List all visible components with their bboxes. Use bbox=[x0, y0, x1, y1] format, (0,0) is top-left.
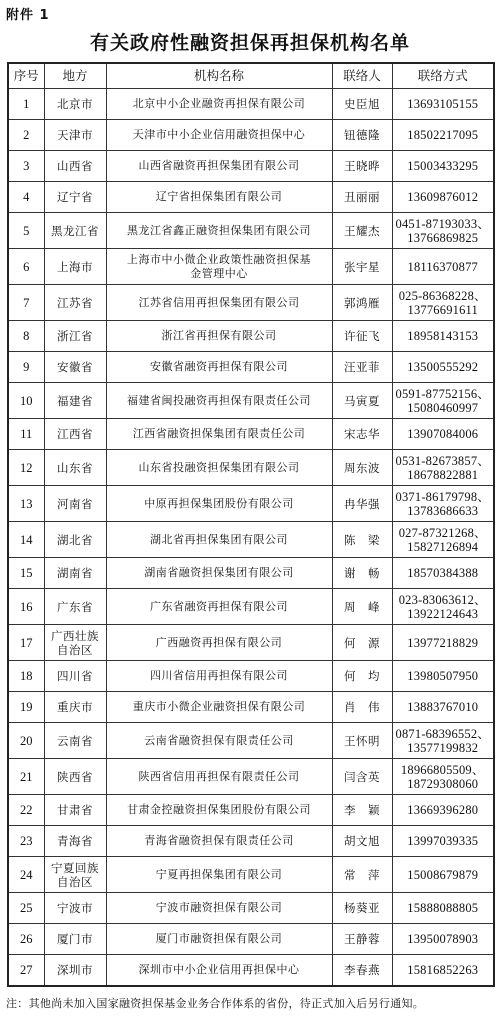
row-region bbox=[44, 249, 106, 285]
row-phone-line: 13783686633 bbox=[407, 503, 479, 518]
row-institution bbox=[106, 450, 332, 486]
row-institution-line: 甘肃金控融资担保集团股份有限公司 bbox=[127, 803, 311, 816]
row-contact: 李春燕 bbox=[332, 955, 392, 987]
row-institution-line: 重庆市小微企业融资担保有限公司 bbox=[132, 700, 306, 713]
row-region-line: 四川省 bbox=[57, 669, 93, 683]
row-phone-line: 18678822881 bbox=[407, 467, 479, 482]
row-institution bbox=[106, 120, 332, 151]
row-region-line: 辽宁省 bbox=[57, 190, 93, 204]
table-row bbox=[8, 857, 494, 893]
row-institution bbox=[106, 826, 332, 857]
row-contact: 周 峰 bbox=[332, 589, 392, 625]
row-region bbox=[44, 522, 106, 558]
row-region bbox=[44, 450, 106, 486]
header-contact: 联络人 bbox=[332, 63, 392, 89]
institution-table bbox=[7, 62, 495, 987]
row-phone-line: 13776691611 bbox=[407, 302, 478, 317]
row-institution bbox=[106, 723, 332, 759]
row-institution-line: 上海市中小微企业政策性融资担保基 bbox=[127, 252, 311, 266]
footnote: 注：其他尚未加入国家融资担保基金业务合作体系的省份，待正式加入后另行通知。 bbox=[6, 997, 425, 1010]
row-number: 24 bbox=[8, 857, 44, 893]
row-phone-line: 0591-87752156、 bbox=[395, 386, 490, 401]
table-row bbox=[8, 589, 494, 625]
table-row bbox=[8, 625, 494, 661]
row-number: 22 bbox=[8, 795, 44, 826]
row-institution bbox=[106, 893, 332, 924]
row-number: 25 bbox=[8, 893, 44, 924]
table-row bbox=[8, 352, 494, 383]
row-number: 18 bbox=[8, 661, 44, 692]
row-number: 6 bbox=[8, 249, 44, 285]
table-body bbox=[8, 89, 494, 987]
row-phone bbox=[392, 285, 494, 321]
table-row bbox=[8, 89, 494, 120]
row-phone bbox=[392, 723, 494, 759]
header-region: 地方 bbox=[44, 63, 106, 89]
row-phone-line: 13907084006 bbox=[407, 427, 479, 441]
row-region bbox=[44, 759, 106, 795]
row-number: 26 bbox=[8, 924, 44, 955]
row-phone-line: 15816852263 bbox=[407, 963, 479, 977]
row-phone bbox=[392, 383, 494, 419]
row-institution bbox=[106, 89, 332, 120]
row-phone bbox=[392, 795, 494, 826]
row-institution-line: 黑龙江省鑫正融资担保集团有限公司 bbox=[127, 223, 311, 237]
row-region bbox=[44, 89, 106, 120]
row-region bbox=[44, 924, 106, 955]
row-contact: 谢 畅 bbox=[332, 558, 392, 589]
row-institution-line: 陕西省信用再担保有限责任公司 bbox=[138, 769, 300, 783]
row-number: 23 bbox=[8, 826, 44, 857]
row-phone bbox=[392, 213, 494, 249]
row-phone bbox=[392, 759, 494, 795]
row-institution-line: 山东省投融资担保集团有限公司 bbox=[138, 460, 300, 474]
row-region-line: 厦门市 bbox=[57, 932, 93, 946]
row-region-line: 自治区 bbox=[57, 642, 93, 657]
row-contact: 杨葵亚 bbox=[332, 893, 392, 924]
table-row bbox=[8, 759, 494, 795]
table-row bbox=[8, 383, 494, 419]
row-phone-line: 13980507950 bbox=[407, 669, 479, 683]
document-title: 有关政府性融资担保再担保机构名单 bbox=[89, 32, 410, 54]
row-contact: 何 均 bbox=[332, 661, 392, 692]
row-phone bbox=[392, 486, 494, 522]
row-institution bbox=[106, 759, 332, 795]
row-region-line: 浙江省 bbox=[57, 329, 93, 343]
row-contact: 肖 伟 bbox=[332, 692, 392, 723]
row-number: 4 bbox=[8, 182, 44, 213]
row-institution-line: 广东省融资再担保有限公司 bbox=[150, 599, 288, 613]
row-contact: 周东波 bbox=[332, 450, 392, 486]
row-contact: 常 萍 bbox=[332, 857, 392, 893]
row-phone-line: 13669396280 bbox=[407, 803, 479, 817]
row-phone-line: 0451-87193033、 bbox=[395, 216, 490, 231]
row-institution bbox=[106, 352, 332, 383]
row-number: 11 bbox=[8, 419, 44, 450]
row-phone-line: 0871-68396552、 bbox=[395, 726, 490, 741]
row-region-line: 广西壮族 bbox=[51, 628, 99, 643]
row-institution-line: 江苏省信用再担保集团有限公司 bbox=[138, 295, 300, 309]
table-row bbox=[8, 661, 494, 692]
row-institution-line: 天津市中小企业信用融资担保中心 bbox=[132, 128, 306, 141]
row-phone-line: 18729308060 bbox=[407, 776, 479, 791]
row-institution bbox=[106, 661, 332, 692]
row-institution-line: 青海省融资担保有限责任公司 bbox=[144, 834, 294, 847]
row-phone bbox=[392, 352, 494, 383]
row-contact: 宋志华 bbox=[332, 419, 392, 450]
row-phone-line: 18116370877 bbox=[407, 259, 478, 274]
table-row bbox=[8, 321, 494, 352]
row-number: 21 bbox=[8, 759, 44, 795]
row-institution bbox=[106, 625, 332, 661]
row-contact: 李 颖 bbox=[332, 795, 392, 826]
row-region bbox=[44, 383, 106, 419]
row-region bbox=[44, 857, 106, 893]
row-phone-line: 13977218829 bbox=[407, 635, 479, 650]
header-no: 序号 bbox=[8, 63, 44, 89]
row-phone-line: 18966805509、 bbox=[400, 762, 485, 777]
row-institution bbox=[106, 589, 332, 625]
row-institution-line: 辽宁省担保集团有限公司 bbox=[155, 190, 283, 203]
row-phone bbox=[392, 625, 494, 661]
row-number: 7 bbox=[8, 285, 44, 321]
row-region-line: 重庆市 bbox=[57, 700, 93, 714]
row-phone bbox=[392, 924, 494, 955]
row-institution bbox=[106, 151, 332, 182]
row-institution bbox=[106, 522, 332, 558]
row-phone-line: 0531-82673857、 bbox=[395, 453, 490, 468]
row-institution bbox=[106, 285, 332, 321]
row-phone bbox=[392, 558, 494, 589]
table-row bbox=[8, 120, 494, 151]
row-phone bbox=[392, 151, 494, 182]
row-phone bbox=[392, 89, 494, 120]
row-institution bbox=[106, 955, 332, 987]
row-region-line: 黑龙江省 bbox=[51, 223, 99, 238]
row-institution-line: 湖北省再担保集团有限公司 bbox=[150, 532, 288, 546]
table-row bbox=[8, 249, 494, 285]
row-region-line: 江苏省 bbox=[57, 295, 93, 310]
row-institution bbox=[106, 321, 332, 352]
row-institution-line: 湖南省融资担保集团有限公司 bbox=[144, 566, 294, 579]
row-contact: 许征飞 bbox=[332, 321, 392, 352]
row-region bbox=[44, 826, 106, 857]
row-number: 19 bbox=[8, 692, 44, 723]
table-row bbox=[8, 182, 494, 213]
row-region bbox=[44, 352, 106, 383]
row-phone bbox=[392, 692, 494, 723]
row-contact: 冉华强 bbox=[332, 486, 392, 522]
row-institution bbox=[106, 182, 332, 213]
row-region bbox=[44, 661, 106, 692]
row-contact: 闫含英 bbox=[332, 759, 392, 795]
row-phone bbox=[392, 120, 494, 151]
row-region-line: 山西省 bbox=[57, 159, 93, 173]
row-institution-line: 山西省融资再担保集团有限公司 bbox=[138, 159, 300, 172]
row-phone-line: 13766869825 bbox=[407, 230, 479, 245]
row-region-line: 上海市 bbox=[57, 259, 93, 274]
row-region bbox=[44, 893, 106, 924]
row-phone-line: 025-86368228、 bbox=[398, 288, 487, 303]
row-phone-line: 18502217095 bbox=[407, 128, 479, 142]
row-region bbox=[44, 486, 106, 522]
row-number: 5 bbox=[8, 213, 44, 249]
row-region-line: 湖南省 bbox=[57, 566, 93, 580]
row-number: 10 bbox=[8, 383, 44, 419]
row-number: 9 bbox=[8, 352, 44, 383]
row-region bbox=[44, 182, 106, 213]
row-region bbox=[44, 285, 106, 321]
row-phone-line: 027-87321268、 bbox=[398, 525, 487, 540]
table-row bbox=[8, 419, 494, 450]
row-institution bbox=[106, 857, 332, 893]
row-institution-line: 浙江省再担保有限公司 bbox=[161, 329, 277, 342]
row-institution-line: 宁夏再担保集团有限公司 bbox=[155, 867, 283, 881]
row-phone-line: 13883767010 bbox=[407, 700, 479, 714]
row-institution bbox=[106, 213, 332, 249]
row-phone-line: 18570384388 bbox=[407, 566, 479, 580]
row-contact: 汪亚菲 bbox=[332, 352, 392, 383]
row-region bbox=[44, 558, 106, 589]
row-institution-line: 云南省融资担保有限责任公司 bbox=[144, 733, 294, 747]
row-region-line: 深圳市 bbox=[57, 963, 93, 977]
row-institution-line: 金管理中心 bbox=[190, 266, 248, 280]
row-contact: 何 源 bbox=[332, 625, 392, 661]
row-institution-line: 四川省信用再担保有限公司 bbox=[150, 669, 288, 682]
row-institution-line: 深圳市中小企业信用再担保中心 bbox=[138, 963, 300, 976]
row-contact: 王耀杰 bbox=[332, 213, 392, 249]
row-institution bbox=[106, 558, 332, 589]
table-row bbox=[8, 285, 494, 321]
row-region bbox=[44, 955, 106, 987]
row-phone-line: 023-83063612、 bbox=[398, 592, 487, 607]
row-institution-line: 厦门市融资担保有限公司 bbox=[155, 932, 283, 945]
row-contact: 张宇星 bbox=[332, 249, 392, 285]
row-phone-line: 15008679879 bbox=[407, 867, 479, 882]
row-phone-line: 13950078903 bbox=[407, 932, 479, 946]
row-contact: 王怀明 bbox=[332, 723, 392, 759]
row-phone-line: 15003433295 bbox=[407, 159, 479, 173]
row-phone-line: 13922124643 bbox=[407, 606, 479, 621]
row-region-line: 自治区 bbox=[57, 874, 93, 889]
row-institution bbox=[106, 383, 332, 419]
row-institution-line: 宁波市融资担保有限公司 bbox=[155, 901, 283, 914]
row-number: 1 bbox=[8, 89, 44, 120]
table-row bbox=[8, 692, 494, 723]
row-phone-line: 0371-86179798、 bbox=[395, 489, 490, 504]
row-institution bbox=[106, 692, 332, 723]
row-region bbox=[44, 589, 106, 625]
row-region-line: 云南省 bbox=[57, 733, 93, 748]
row-phone bbox=[392, 589, 494, 625]
row-phone-line: 13500555292 bbox=[407, 360, 479, 374]
row-contact: 丑丽丽 bbox=[332, 182, 392, 213]
row-phone-line: 18958143153 bbox=[407, 329, 479, 343]
row-number: 15 bbox=[8, 558, 44, 589]
row-region-line: 天津市 bbox=[57, 128, 93, 142]
row-phone-line: 13609876012 bbox=[407, 190, 479, 204]
row-number: 8 bbox=[8, 321, 44, 352]
row-phone bbox=[392, 321, 494, 352]
row-phone bbox=[392, 857, 494, 893]
row-phone bbox=[392, 182, 494, 213]
row-number: 20 bbox=[8, 723, 44, 759]
row-region-line: 宁波市 bbox=[57, 901, 93, 915]
row-contact: 陈 梁 bbox=[332, 522, 392, 558]
row-institution bbox=[106, 924, 332, 955]
row-region bbox=[44, 692, 106, 723]
row-phone bbox=[392, 955, 494, 987]
row-region bbox=[44, 419, 106, 450]
row-phone bbox=[392, 522, 494, 558]
row-region bbox=[44, 120, 106, 151]
table-row bbox=[8, 486, 494, 522]
row-phone bbox=[392, 893, 494, 924]
row-contact: 王静蓉 bbox=[332, 924, 392, 955]
row-institution bbox=[106, 486, 332, 522]
row-region-line: 甘肃省 bbox=[57, 803, 93, 817]
row-region-line: 陕西省 bbox=[57, 769, 93, 784]
row-region-line: 河南省 bbox=[57, 496, 93, 511]
row-contact: 胡文旭 bbox=[332, 826, 392, 857]
table-row bbox=[8, 955, 494, 987]
table-row bbox=[8, 558, 494, 589]
row-number: 27 bbox=[8, 955, 44, 987]
row-phone bbox=[392, 661, 494, 692]
row-institution-line: 广西融资再担保有限公司 bbox=[155, 635, 283, 649]
row-region-line: 北京市 bbox=[57, 97, 93, 111]
row-phone bbox=[392, 450, 494, 486]
row-region bbox=[44, 213, 106, 249]
table-row bbox=[8, 213, 494, 249]
row-institution-line: 北京中小企业融资再担保有限公司 bbox=[132, 97, 306, 110]
row-institution bbox=[106, 249, 332, 285]
row-contact: 钮德隆 bbox=[332, 120, 392, 151]
row-phone bbox=[392, 419, 494, 450]
row-number: 2 bbox=[8, 120, 44, 151]
header-org: 机构名称 bbox=[106, 63, 332, 89]
row-region-line: 山东省 bbox=[57, 460, 93, 475]
row-institution-line: 安徽省融资再担保有限公司 bbox=[150, 360, 288, 373]
table-row bbox=[8, 723, 494, 759]
row-number: 13 bbox=[8, 486, 44, 522]
row-region bbox=[44, 795, 106, 826]
row-region-line: 江西省 bbox=[57, 427, 93, 441]
row-contact: 王晓晔 bbox=[332, 151, 392, 182]
header-tel: 联络方式 bbox=[392, 63, 494, 89]
row-phone-line: 15888088805 bbox=[407, 901, 479, 915]
row-institution-line: 中原再担保集团股份有限公司 bbox=[144, 496, 294, 510]
row-region bbox=[44, 321, 106, 352]
row-region-line: 广东省 bbox=[57, 599, 93, 614]
row-institution bbox=[106, 419, 332, 450]
row-phone bbox=[392, 826, 494, 857]
table-row bbox=[8, 826, 494, 857]
row-region-line: 福建省 bbox=[57, 393, 93, 408]
table-row bbox=[8, 924, 494, 955]
row-number: 14 bbox=[8, 522, 44, 558]
row-number: 17 bbox=[8, 625, 44, 661]
row-institution bbox=[106, 795, 332, 826]
table-row bbox=[8, 795, 494, 826]
row-number: 3 bbox=[8, 151, 44, 182]
table-row bbox=[8, 450, 494, 486]
row-contact: 郭鸿雁 bbox=[332, 285, 392, 321]
row-region-line: 湖北省 bbox=[57, 532, 93, 547]
row-number: 16 bbox=[8, 589, 44, 625]
row-contact: 史臣旭 bbox=[332, 89, 392, 120]
row-institution-line: 福建省闽投融资再担保有限责任公司 bbox=[127, 393, 311, 407]
row-phone-line: 13997039335 bbox=[407, 834, 479, 848]
row-phone-line: 15080460997 bbox=[407, 400, 479, 415]
row-number: 12 bbox=[8, 450, 44, 486]
table-row bbox=[8, 151, 494, 182]
row-phone bbox=[392, 249, 494, 285]
row-region-line: 宁夏回族 bbox=[51, 860, 99, 875]
row-region bbox=[44, 625, 106, 661]
row-region bbox=[44, 151, 106, 182]
row-contact: 马寅夏 bbox=[332, 383, 392, 419]
row-region-line: 青海省 bbox=[57, 834, 93, 848]
table-row bbox=[8, 522, 494, 558]
row-region-line: 安徽省 bbox=[57, 360, 93, 374]
row-phone-line: 13577199832 bbox=[407, 740, 479, 755]
row-phone-line: 13693105155 bbox=[407, 97, 479, 111]
table-row bbox=[8, 893, 494, 924]
row-institution-line: 江西省融资担保集团有限责任公司 bbox=[132, 427, 306, 440]
table-header-row bbox=[8, 63, 494, 89]
row-phone-line: 15827126894 bbox=[407, 539, 479, 554]
row-region bbox=[44, 723, 106, 759]
attachment-label: 附件 1 bbox=[6, 8, 50, 23]
